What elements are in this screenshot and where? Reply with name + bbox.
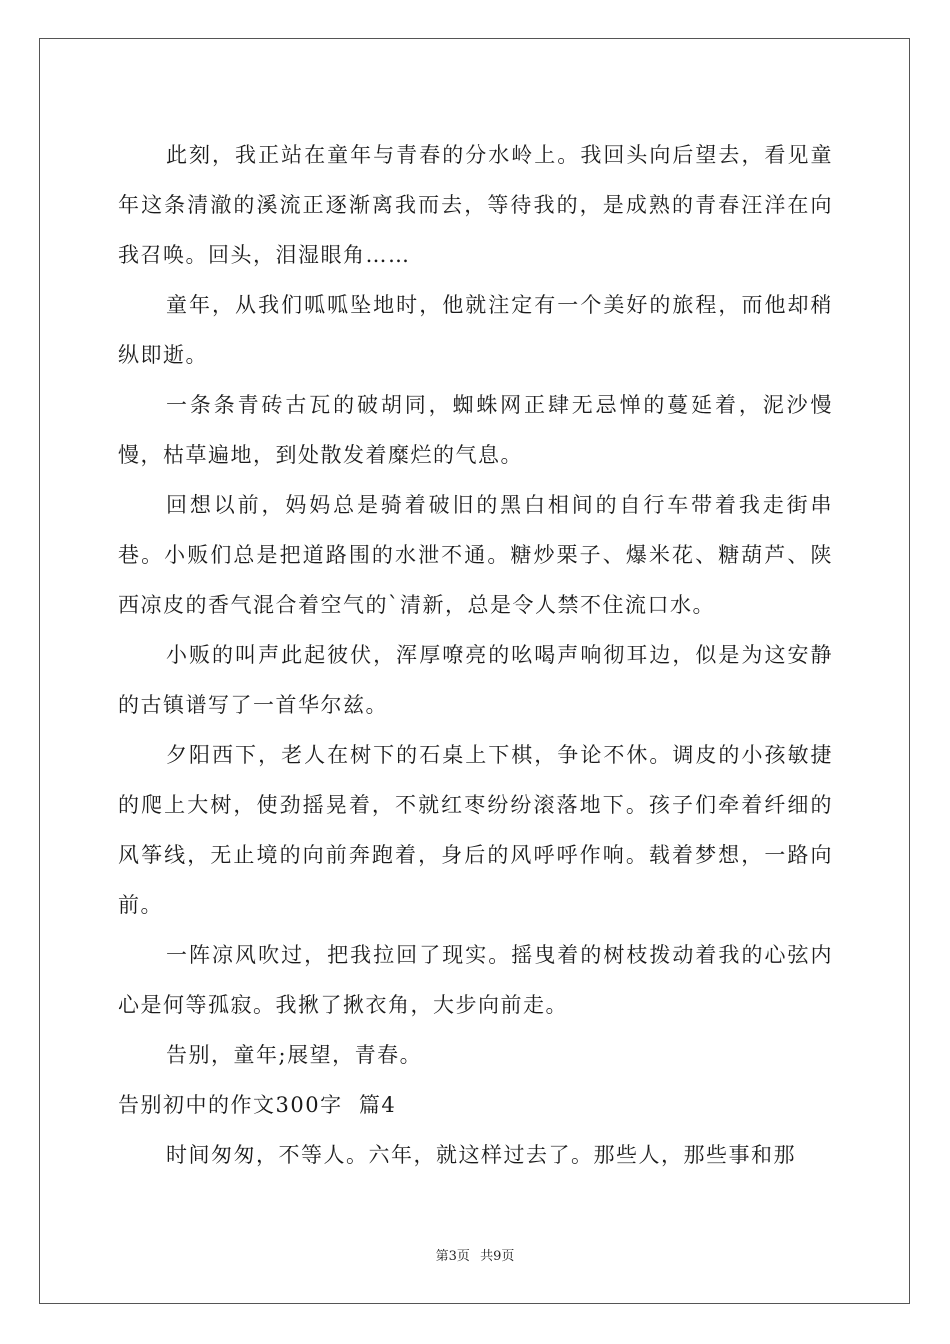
paragraph-2: 童年，从我们呱呱坠地时，他就注定有一个美好的旅程，而他却稍纵即逝。: [118, 293, 833, 367]
paragraph-3: 一条条青砖古瓦的破胡同，蜘蛛网正肆无忌惮的蔓延着，泥沙慢慢，枯草遍地，到处散发着糜烂的气息。: [118, 393, 833, 467]
section-heading: 告别初中的作文300字 篇4: [118, 1093, 397, 1117]
paragraph-5: 小贩的叫声此起彼伏，浑厚嘹亮的吆喝声响彻耳边，似是为这安静的古镇谱写了一首华尔兹。: [118, 643, 833, 717]
document-body: [118, 130, 833, 1180]
paragraph-6: 夕阳西下，老人在树下的石桌上下棋，争论不休。调皮的小孩敏捷的爬上大树，使劲摇晃着，不就红枣纷纷滚落地下。孩子们牵着纤细的风筝线，无止境的向前奔跑着，身后的风呼呼作响。载着梦想，一路向前。: [118, 743, 833, 917]
paragraph-9: 时间匆匆，不等人。六年，就这样过去了。那些人，那些事和那: [166, 1143, 796, 1167]
paragraph-4: 回想以前，妈妈总是骑着破旧的黑白相间的自行车带着我走街串巷。小贩们总是把道路围的水泄不通。糖炒栗子、爆米花、糖葫芦、陕西凉皮的香气混合着空气的`清新，总是令人禁不住流口水。: [118, 493, 833, 617]
page-total: 共9页: [480, 1249, 515, 1264]
paragraph-8: 告别，童年;展望，青春。: [166, 1043, 423, 1067]
paragraph-7: 一阵凉风吹过，把我拉回了现实。摇曳着的树枝拨动着我的心弦内心是何等孤寂。我揪了揪衣角，大步向前走。: [118, 943, 833, 1017]
page-number: 第3页: [435, 1249, 470, 1264]
page-footer: [0, 1245, 950, 1264]
paragraph-1: 此刻，我正站在童年与青春的分水岭上。我回头向后望去，看见童年这条清澈的溪流正逐渐离我而去，等待我的，是成熟的青春汪洋在向我召唤。回头，泪湿眼角……: [118, 143, 833, 267]
